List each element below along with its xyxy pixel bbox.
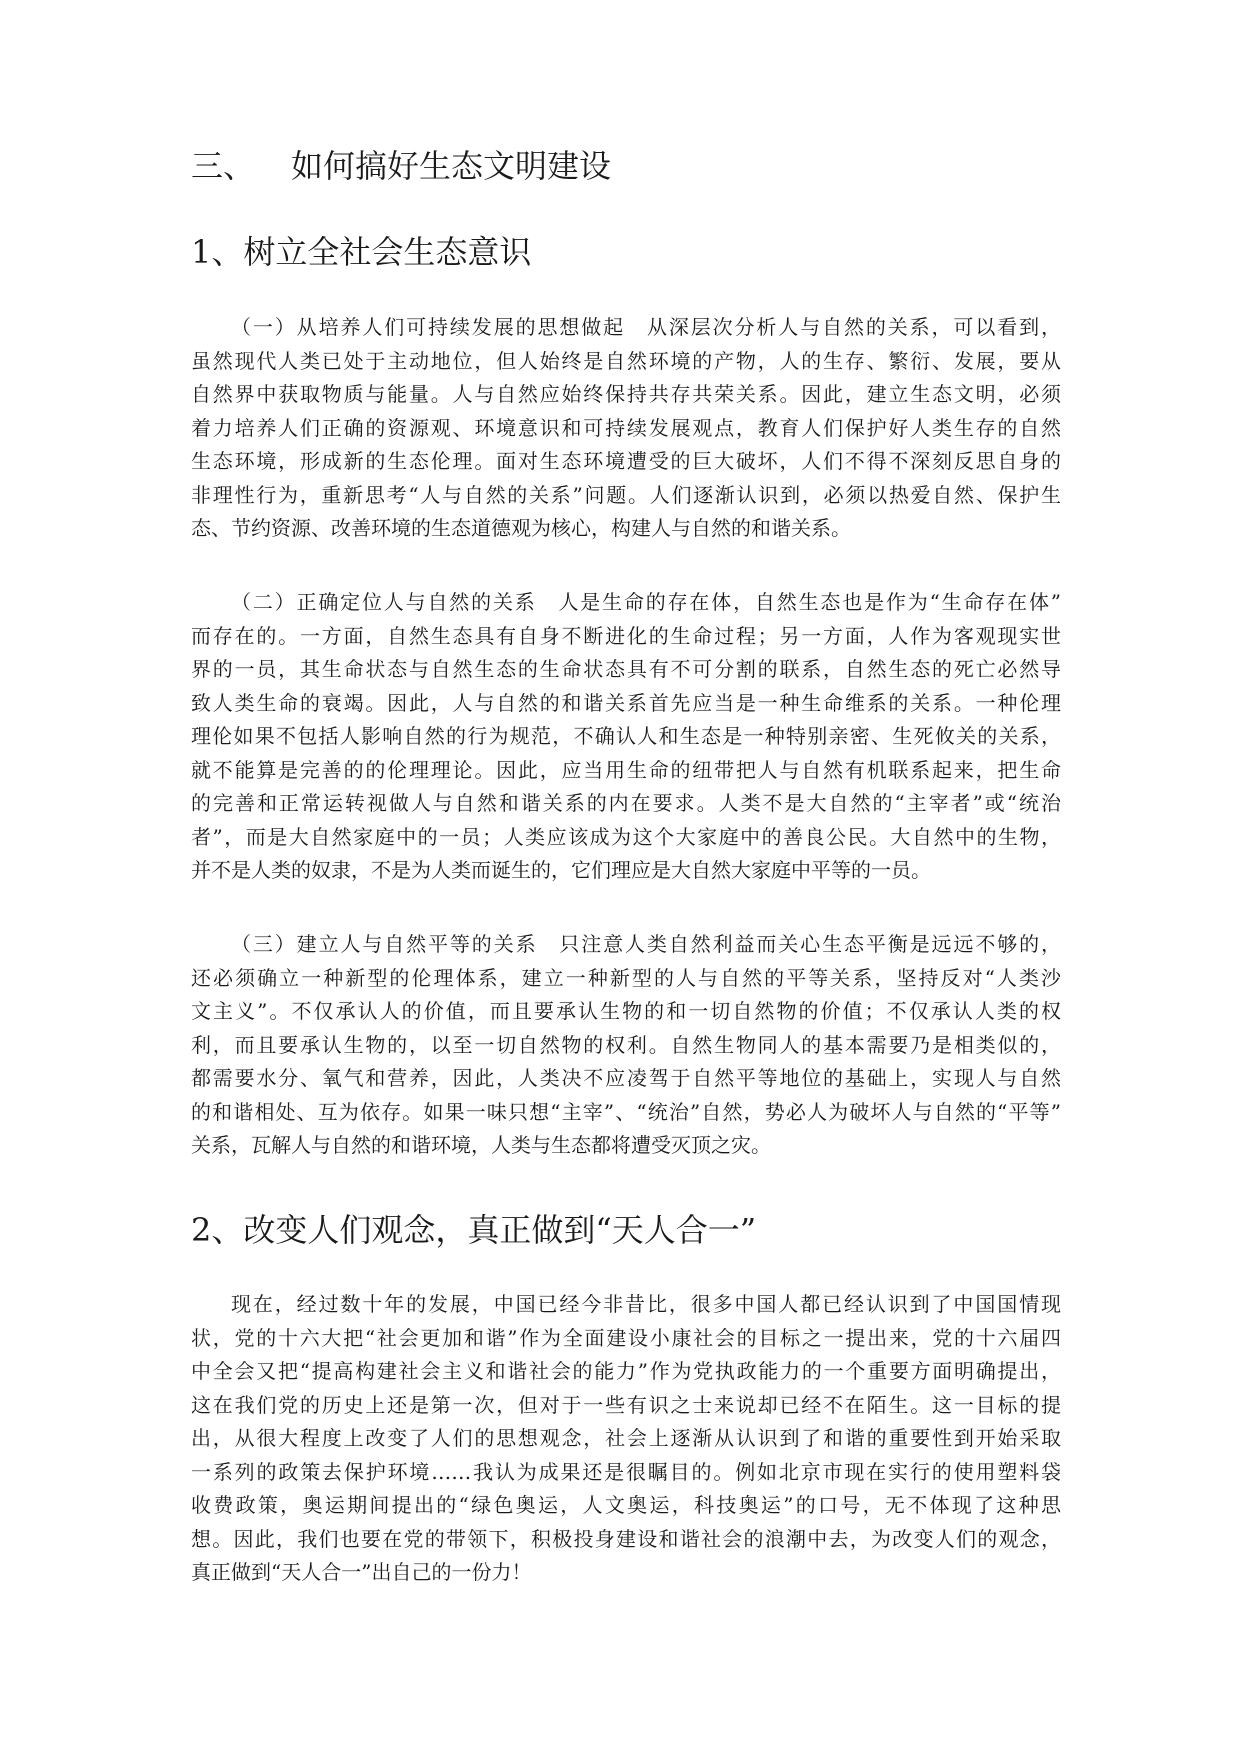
main-heading-number: 三、 <box>191 147 256 185</box>
paragraph-line: （二）正确定位人与自然的关系 人是生命的存在体，自然生态也是作为“生命存在体” <box>231 590 1061 614</box>
section1-heading: 1、树立全社会生态意识 <box>191 233 532 271</box>
paragraph-line: 利，而且要承认生物的，以至一切自然物的权利。自然生物同人的基本需要乃是相类似的， <box>191 1032 1061 1057</box>
paragraph-line: 自然界中获取物质与能量。人与自然应始终保持共存共荣关系。因此，建立生态文明，必须 <box>191 382 1061 406</box>
paragraph-line: 就不能算是完善的的伦理理论。因此，应当用生命的纽带把人与自然有机联系起来，把生命 <box>191 757 1061 782</box>
section2-heading: 2、改变人们观念，真正做到“天人合一” <box>191 1211 757 1249</box>
paragraph-line: （一）从培养人们可持续发展的思想做起 从深层次分析人与自然的关系，可以看到， <box>231 315 1061 339</box>
paragraph-line: 状，党的十六大把“社会更加和谐”作为全面建设小康社会的目标之一提出来，党的十六届四 <box>191 1325 1061 1350</box>
paragraph-line: 出，从很大程度上改变了人们的思想观念，社会上逐渐从认识到了和谐的重要性到开始采取 <box>191 1426 1061 1450</box>
paragraph-line: 都需要水分、氧气和营养，因此，人类决不应凌驾于自然平等地位的基础上，实现人与自然 <box>191 1066 1061 1090</box>
main-heading-title: 如何搞好生态文明建设 <box>291 147 612 185</box>
paragraph-line: 一系列的政策去保护环境……我认为成果还是很瞩目的。例如北京市现在实行的使用塑料袋 <box>191 1459 1061 1484</box>
paragraph-line: 真正做到“天人合一”出自己的一份力！ <box>191 1560 532 1584</box>
paragraph-line: 态、节约资源、改善环境的生态道德观为核心，构建人与自然的和谐关系。 <box>191 516 851 540</box>
paragraph-line: 收费政策，奥运期间提出的“绿色奥运，人文奥运，科技奥运”的口号，无不体现了这种思 <box>191 1493 1061 1517</box>
paragraph-line: 致人类生命的衰竭。因此，人与自然的和谐关系首先应当是一种生命维系的关系。一种伦理 <box>191 690 1061 715</box>
paragraph-line: （三）建立人与自然平等的关系 只注意人类自然利益而关心生态平衡是远远不够的， <box>231 932 1061 956</box>
section1-paragraph-1 <box>191 311 1061 546</box>
section2-paragraph-1 <box>191 1288 1061 1590</box>
section1-paragraph-3 <box>191 928 1061 1163</box>
paragraph-line: 界的一员，其生命状态与自然生态的生命状态具有不可分割的联系，自然生态的死亡必然导 <box>191 657 1061 681</box>
paragraph-line: 者”，而是大自然家庭中的一员；人类应该成为这个大家庭中的善良公民。大自然中的生物， <box>191 824 1061 849</box>
paragraph-line: 生态环境，形成新的生态伦理。面对生态环境遭受的巨大破坏，人们不得不深刻反思自身的 <box>191 449 1061 473</box>
paragraph-line: 想。因此，我们也要在党的带领下，积极投身建设和谐社会的浪潮中去，为改变人们的观念， <box>191 1526 1061 1551</box>
paragraph-line: 还必须确立一种新型的伦理体系，建立一种新型的人与自然的平等关系，坚持反对“人类沙 <box>191 965 1061 990</box>
paragraph-line: 的完善和正常运转视做人与自然和谐关系的内在要求。人类不是大自然的“主宰者”或“统治 <box>191 791 1061 815</box>
paragraph-line: 文主义”。不仅承认人的价值，而且要承认生物的和一切自然物的价值；不仅承认人类的权 <box>191 999 1061 1023</box>
paragraph-line: 这在我们党的历史上还是第一次，但对于一些有识之士来说却已经不在陌生。这一目标的提 <box>191 1392 1061 1417</box>
paragraph-line: 虽然现代人类已处于主动地位，但人始终是自然环境的产物，人的生存、繁衍、发展，要从 <box>191 348 1061 373</box>
paragraph-line: 非理性行为，重新思考“人与自然的关系”问题。人们逐渐认识到，必须以热爱自然、保护生 <box>191 482 1061 507</box>
paragraph-line: 中全会又把“提高构建社会主义和谐社会的能力”作为党执政能力的一个重要方面明确提出， <box>191 1359 1061 1383</box>
paragraph-line: 而存在的。一方面，自然生态具有自身不断进化的生命过程；另一方面，人作为客观现实世 <box>191 623 1061 648</box>
paragraph-line: 理伦如果不包括人影响自然的行为规范，不确认人和生态是一种特别亲密、生死攸关的关系， <box>191 724 1061 748</box>
section1-paragraph-2 <box>191 586 1061 888</box>
paragraph-line: 的和谐相处、互为依存。如果一味只想“主宰”、“统治”自然，势必人为破坏人与自然的“平等” <box>191 1099 1061 1124</box>
paragraph-line: 并不是人类的奴隶，不是为人类而诞生的，它们理应是大自然大家庭中平等的一员。 <box>191 858 931 882</box>
main-heading <box>191 146 611 186</box>
paragraph-line: 现在，经过数十年的发展，中国已经今非昔比，很多中国人都已经认识到了中国国情现 <box>231 1292 1061 1316</box>
paragraph-line: 着力培养人们正确的资源观、环境意识和可持续发展观点，教育人们保护好人类生存的自然 <box>191 415 1061 440</box>
paragraph-line: 关系，瓦解人与自然的和谐环境，人类与生态都将遭受灭顶之灾。 <box>191 1133 771 1157</box>
